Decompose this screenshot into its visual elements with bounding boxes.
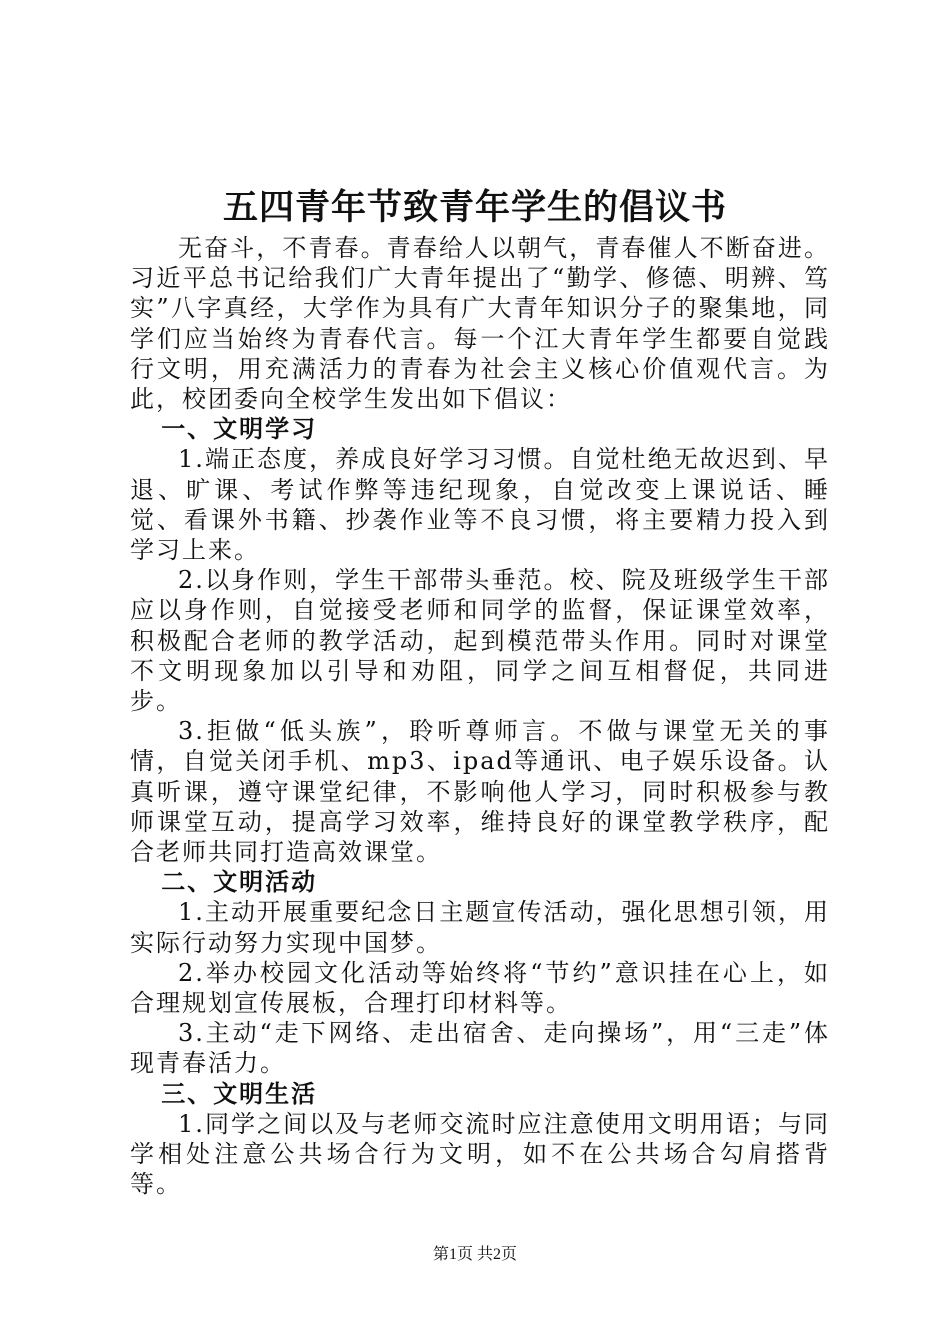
- section-heading-2: 二、文明活动: [161, 867, 318, 897]
- section-1-item-2: 2.以身作则，学生干部带头垂范。校、院及班级学生干部应以身作则，自觉接受老师和同学的监督，保证课堂效率，积极配合老师的教学活动，起到模范带头作用。同时对课堂不文明现象加以引导和劝阻，同学之间互相督促，共同进步。: [130, 566, 830, 716]
- document-body: [130, 233, 830, 1200]
- section-2-item-2: 2.举办校园文化活动等始终将“节约”意识挂在心上，如合理规划宣传展板，合理打印材料等。: [130, 958, 830, 1018]
- page-footer: 第1页 共2页: [432, 1246, 517, 1263]
- section-2-item-3: 3.主动“走下网络、走出宿舍、走向操场”，用“三走”体现青春活力。: [130, 1019, 830, 1078]
- section-2-item-1: 1.主动开展重要纪念日主题宣传活动，强化思想引领，用实际行动努力实现中国梦。: [130, 898, 830, 957]
- intro-paragraph: 无奋斗，不青春。青春给人以朝气，青春催人不断奋进。习近平总书记给我们广大青年提出了“勤学、修德、明辨、笃实”八字真经，大学作为具有广大青年知识分子的聚集地，同学们应当始终为青春代言。每一个江大青年学生都要自觉践行文明，用充满活力的青春为社会主义核心价值观代言。为此，校团委向全校学生发出如下倡议：: [130, 234, 830, 414]
- section-1-item-3: 3.拒做“低头族”，聆听尊师言。不做与课堂无关的事情，自觉关闭手机、mp3、ipad等通讯、电子娱乐设备。认真听课，遵守课堂纪律，不影响他人学习，同时积极参与教师课堂互动，提高学习效率，维持良好的课堂教学秩序，配合老师共同打造高效课堂。: [130, 717, 830, 867]
- document-title: 五四青年节致青年学生的倡议书: [222, 187, 727, 228]
- section-heading-3: 三、文明生活: [161, 1078, 318, 1108]
- section-3-item-1: 1.同学之间以及与老师交流时应注意使用文明用语；与同学相处注意公共场合行为文明，如不在公共场合勾肩搭背等。: [130, 1109, 830, 1199]
- section-heading-1: 一、文明学习: [161, 414, 318, 444]
- section-1-item-1: 1.端正态度，养成良好学习习惯。自觉杜绝无故迟到、早退、旷课、考试作弊等违纪现象，自觉改变上课说话、睡觉、看课外书籍、抄袭作业等不良习惯，将主要精力投入到学习上来。: [130, 445, 830, 565]
